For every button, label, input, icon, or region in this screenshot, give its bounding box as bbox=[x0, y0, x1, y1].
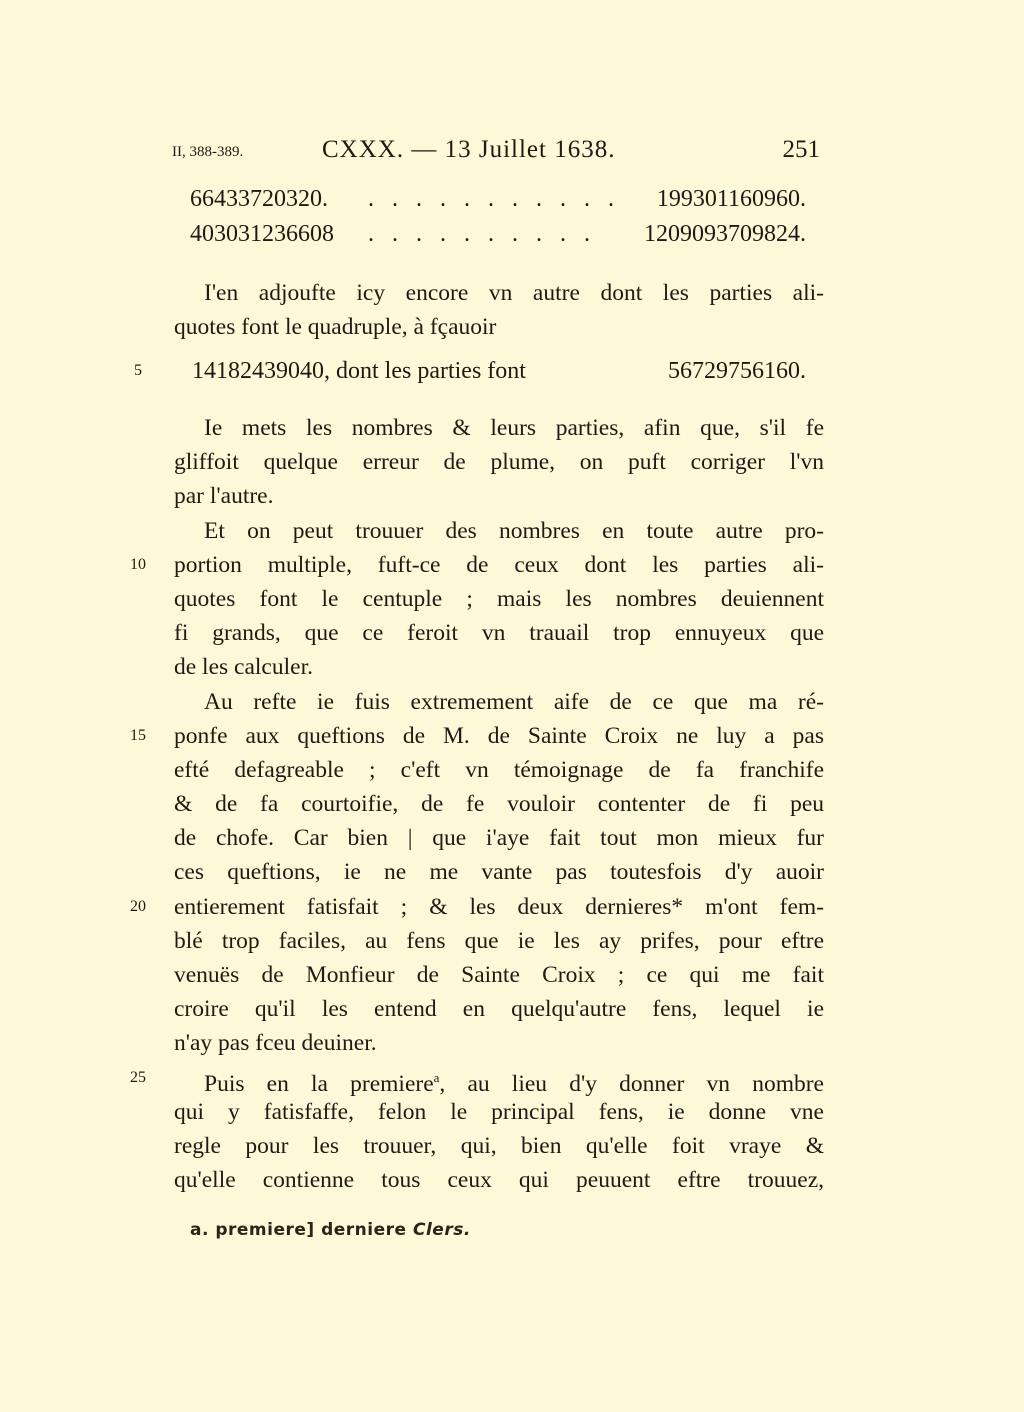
footnote-marker: a bbox=[433, 1070, 440, 1085]
table-sum: 1209093709824. bbox=[644, 221, 806, 247]
table-number: 66433720320. bbox=[190, 186, 328, 212]
letter-title: CXXX. — 13 Juillet 1638. bbox=[322, 136, 616, 163]
text-line: de chofe. Car bien | que i'aye fait tout mon mieux fur bbox=[174, 825, 824, 851]
text-line: n'ay pas fceu deuiner. bbox=[174, 1030, 377, 1056]
line-marker: 25 bbox=[130, 1069, 146, 1086]
line-marker: 5 bbox=[134, 362, 142, 379]
text-line: ponfe aux queftions de M. de Sainte Croix ne luy a pas bbox=[174, 723, 824, 749]
number-line-right: 56729756160. bbox=[668, 358, 806, 384]
leader-dots: . . . . . . . . . . bbox=[368, 221, 596, 247]
volume-reference: II, 388-389. bbox=[172, 144, 244, 160]
number-line-left: 14182439040, dont les parties font bbox=[192, 358, 526, 384]
table-number: 403031236608 bbox=[190, 221, 334, 247]
table-row bbox=[190, 221, 806, 255]
footnote-source: Clers. bbox=[412, 1220, 471, 1240]
text-line: de les calculer. bbox=[174, 654, 313, 680]
footnote bbox=[190, 1220, 471, 1240]
footnote-text: a. premiere] derniere bbox=[190, 1220, 407, 1240]
text-line: fi grands, que ce feroit vn trauail trop ennuyeux que bbox=[174, 620, 824, 646]
leader-dots: . . . . . . . . . . . bbox=[368, 186, 620, 212]
text-line: Au refte ie fuis extremement aife de ce que ma ré- bbox=[204, 689, 824, 715]
text-segment: Puis en la premiere bbox=[204, 1070, 434, 1097]
text-line bbox=[174, 1061, 824, 1095]
line-marker: 10 bbox=[130, 556, 146, 573]
text-line: venuës de Monfieur de Sainte Croix ; ce qui me fait bbox=[174, 962, 824, 988]
text-line: portion multiple, fuft-ce de ceux dont les parties ali- bbox=[174, 552, 824, 578]
table-row bbox=[190, 186, 806, 220]
text-line: qui y fatisfaffe, felon le principal fens, ie donne vne bbox=[174, 1099, 824, 1125]
page-number: 251 bbox=[782, 136, 820, 163]
text-line: efté defagreable ; c'eft vn témoignage de fa franchife bbox=[174, 757, 824, 783]
text-line: I'en adjoufte icy encore vn autre dont les parties ali- bbox=[204, 280, 824, 306]
text-line: par l'autre. bbox=[174, 483, 274, 509]
table-sum: 199301160960. bbox=[656, 186, 806, 212]
text-line: quotes font le quadruple, à fçauoir bbox=[174, 314, 497, 340]
text-line: ces queftions, ie ne me vante pas toutesfois d'y auoir bbox=[174, 859, 824, 885]
text-line: blé trop faciles, au fens que ie les ay prifes, pour eftre bbox=[174, 928, 824, 954]
text-line: entierement fatisfait ; & les deux dernieres* m'ont fem- bbox=[174, 894, 824, 920]
running-header bbox=[172, 136, 824, 168]
text-line: & de fa courtoifie, de fe vouloir contenter de fi peu bbox=[174, 791, 824, 817]
text-line: qu'elle contienne tous ceux qui peuuent eftre trouuez, bbox=[174, 1167, 824, 1193]
text-line: quotes font le centuple ; mais les nombres deuiennent bbox=[174, 586, 824, 612]
text-segment: , au lieu d'y donner vn nombre bbox=[439, 1070, 824, 1097]
text-line: croire qu'il les entend en quelqu'autre fens, lequel ie bbox=[174, 996, 824, 1022]
line-marker: 20 bbox=[130, 898, 146, 915]
number-line bbox=[192, 358, 806, 392]
text-line: gliffoit quelque erreur de plume, on puft corriger l'vn bbox=[174, 449, 824, 475]
text-line: Et on peut trouuer des nombres en toute autre pro- bbox=[204, 518, 824, 544]
text-line: Ie mets les nombres & leurs parties, afin que, s'il fe bbox=[204, 415, 824, 441]
line-marker: 15 bbox=[130, 727, 146, 744]
text-line: regle pour les trouuer, qui, bien qu'elle foit vraye & bbox=[174, 1133, 824, 1159]
